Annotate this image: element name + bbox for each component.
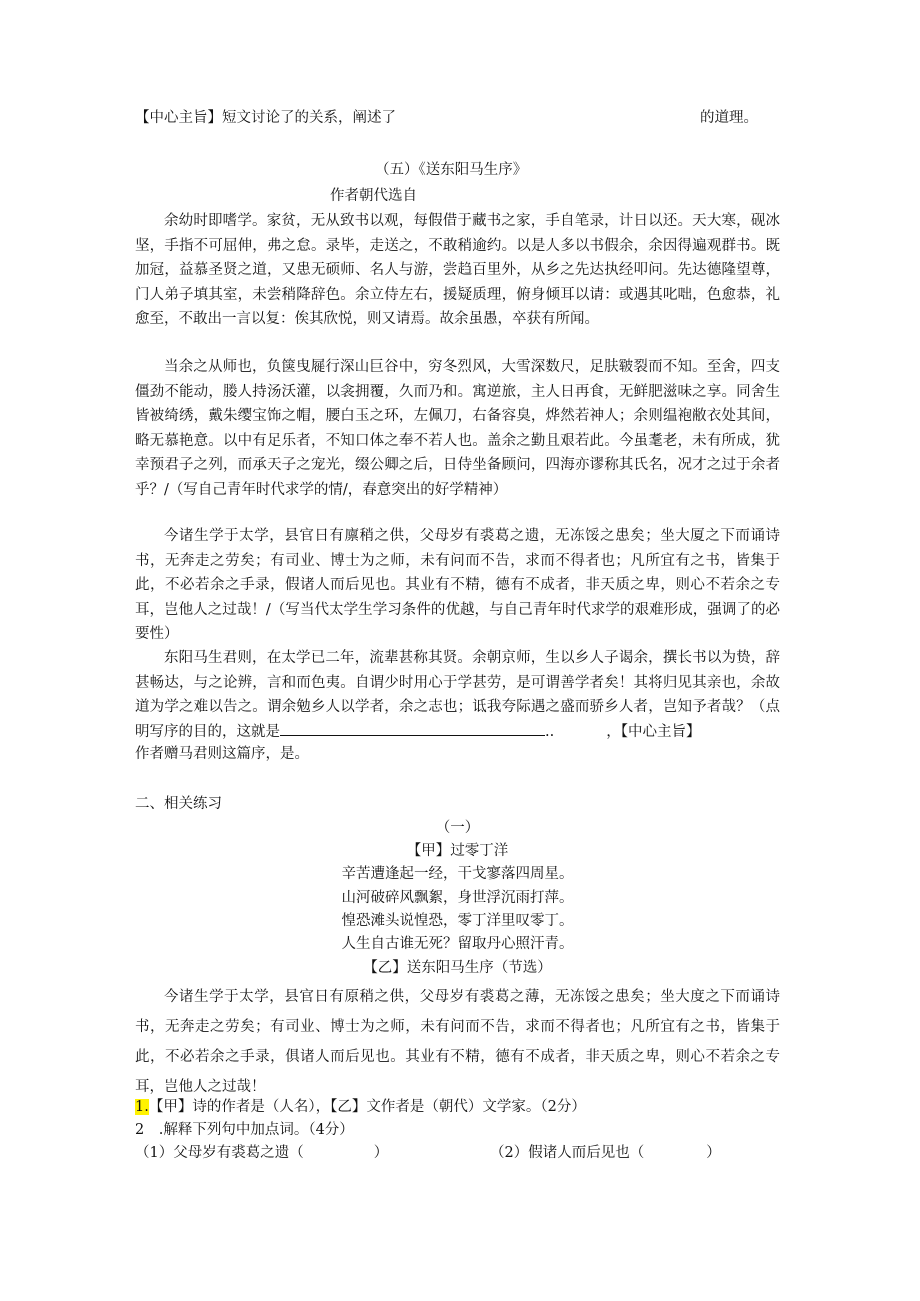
summary-line-left: 【中心主旨】短文讨论了的关系，阐述了 [135, 110, 396, 126]
question-2-item-2-text: （2）假诸人而后见也（ [490, 1145, 645, 1161]
paragraph-4-dots: .. [545, 723, 555, 740]
paragraph-4 [135, 646, 780, 744]
prose-excerpt: 今诸生学于太学，县官日有原稍之供，父母岁有裘葛之薄，无冻馁之患矣；坐大度之下而诵诗书，无奔走之劳矣；有司业、博士为之师，未有问而不告，求而不得者也；凡所宜有之书，皆集于此，不必若余之手录，俱诸人而后见也。其业有不精，德有不成者，非天质之卑，则心不若余之专耳，岂他人之过哉！ [135, 989, 780, 1095]
author-line: 作者朝代选自 [330, 188, 417, 204]
question-1-number: 1. [135, 1099, 149, 1115]
poem-line: 人生自古谁无死？留取丹心照汗青。 [341, 936, 574, 952]
section-title: （五）《送东阳马生序》 [375, 162, 528, 178]
summary-line-right: 的道理。 [700, 110, 758, 126]
question-2-item-1-text: （1）父母岁有裘葛之遗（ [135, 1145, 304, 1161]
paragraph-4-main: 东阳马生君则，在太学已二年，流辈甚称其贤。余朝京师，生以乡人子谒余，撰长书以为贽，辞甚畅达，与之论辨，言和而色夷。自谓少时用心于学甚劳，是可谓善学者矣！其将归见其亲也，余故道为学之难以告之。谓余勉乡人以学者，余之志也；诋我夸际遇之盛而骄乡人者，岂知予者哉？（点明写序的目的，这就是 [135, 650, 780, 740]
prose-title: 【乙】送东阳马生序（节选） [363, 960, 552, 976]
paragraph-1: 余幼时即嗜学。家贫，无从致书以观，每假借于藏书之家，手自笔录，计日以还。天大寒，砚冰坚，手指不可屈伸，弗之怠。录毕，走送之，不敢稍逾约。以是人多以书假余，余因得遍观群书。既加冠，益慕圣贤之道，又患无硕师、名人与游，尝趋百里外，从乡之先达执经叩问。先达德隆望尊，门人弟子填其室，未尝稍降辞色。余立侍左右，援疑质理，俯身倾耳以请：或遇其叱咄，色愈恭，礼愈至，不敢出一言以复：俟其欣悦，则又请焉。故余虽愚，卒获有所闻。 [135, 213, 780, 328]
poem-line: 辛苦遭逢起一经，干戈寥落四周星。 [341, 866, 574, 882]
paragraph-4-tag: ，【中心主旨】 [606, 723, 701, 740]
poem-line: 山河破碎风飘絮，身世浮沉雨打萍。 [341, 890, 574, 906]
exercise-heading: 二、相关练习 [135, 796, 222, 812]
question-1 [135, 1095, 586, 1119]
poem-line: 惶恐滩头说惶恐，零丁洋里叹零丁。 [341, 913, 574, 929]
question-2-item-1-close: ） [373, 1145, 389, 1161]
question-2-item-2 [490, 1141, 721, 1165]
question-2-item-1 [135, 1141, 388, 1165]
paragraph-4-end: 作者赠马君则这篇序，是。 [135, 746, 309, 762]
paragraph-2: 当余之从师也，负箧曳屣行深山巨谷中，穷冬烈风，大雪深数尺，足肤皲裂而不知。至舍，四支僵劲不能动，媵人持汤沃灌，以衾拥覆，久而乃和。寓逆旅，主人日再食，无鲜肥滋味之享。同舍生皆被绮绣，戴朱缨宝饰之帽，腰白玉之环，左佩刀，右备容臭，烨然若神人；余则缊袍敝衣处其间，略无慕艳意。以中有足乐者，不知口体之奉不若人也。盖余之勤且艰若此。今虽耄老，未有所成，犹幸预君子之列，而承天子之宠光，缀公卿之后，日侍坐备顾问，四海亦谬称其氏名，况才之过于余者乎？/（写自己青年时代求学的情/，春意突出的好学精神） [135, 359, 780, 498]
answer-blank-purpose[interactable] [280, 721, 545, 736]
paragraph-3: 今诸生学于太学，县官日有廪稍之供，父母岁有裘葛之遗，无冻馁之患矣；坐大厦之下而诵诗书，无奔走之劳矣；有司业、博士为之师，未有问而不告，求而不得者也；凡所宜有之书，皆集于此，不必若余之手录，假诸人而后见也。其业有不精，德有不成者，非天质之卑，则心不若余之专耳，岂他人之过哉！/（写当代太学生学习条件的优越，与自己青年时代求学的艰难形成，强调了的必要性） [135, 528, 780, 643]
question-1-text: 【甲】诗的作者是（人名），【乙】文作者是（朝代）文学家。（2分） [148, 1099, 586, 1115]
question-2-item-2-close: ） [706, 1145, 721, 1161]
question-2: 2 .解释下列句中加点词。（4分） [135, 1122, 354, 1138]
exercise-sub-heading: （一） [435, 820, 480, 836]
poem-title: 【甲】过零丁洋 [406, 843, 509, 859]
